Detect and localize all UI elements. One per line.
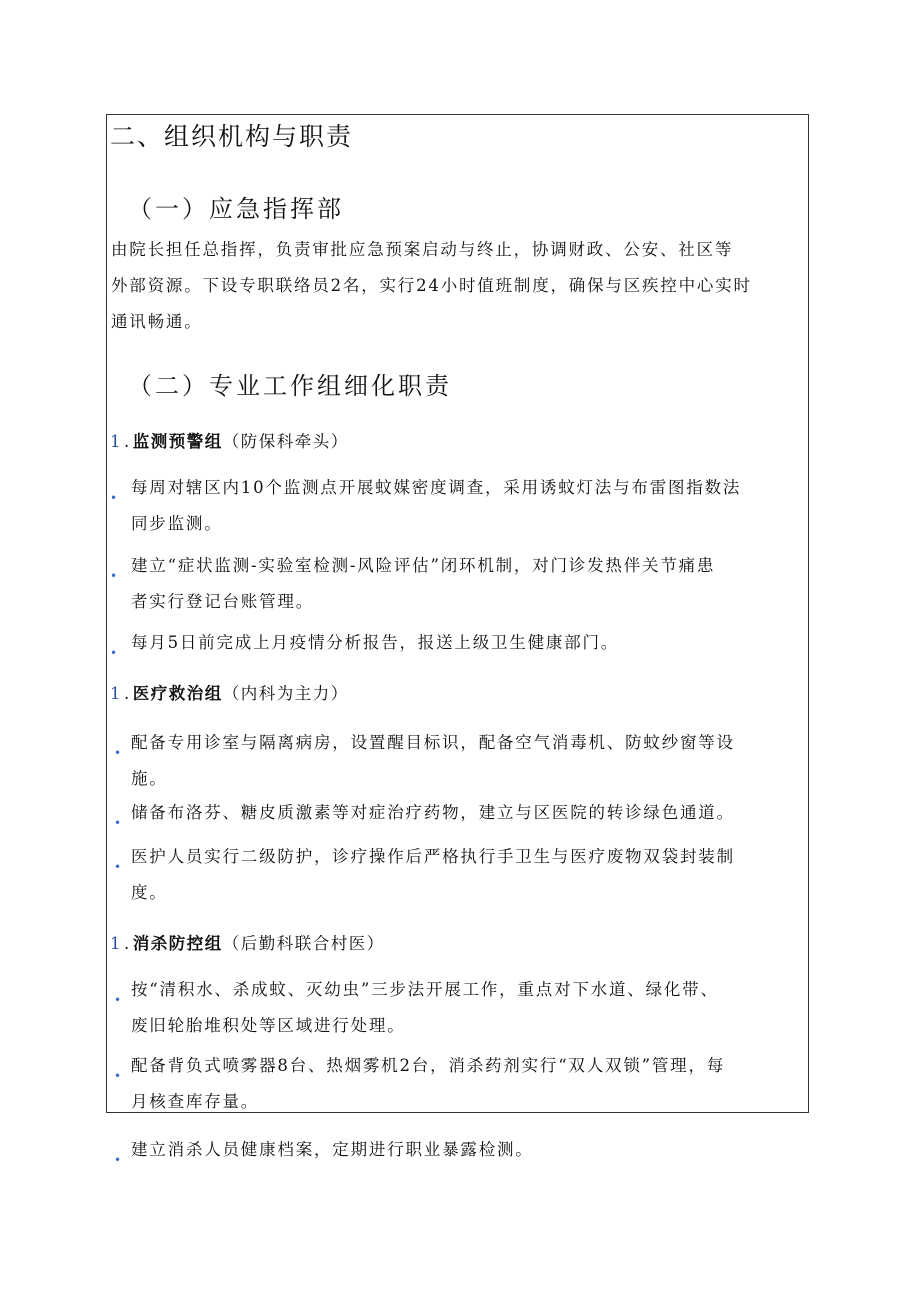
group-number: 1 xyxy=(110,934,122,953)
command-para-line-3: 通讯畅通。 xyxy=(111,312,203,331)
bullet-dot-icon: • xyxy=(114,816,123,830)
bullet-line: 每周对辖区内10个监测点开展蚊媒密度调查，采用诱蚊灯法与布雷图指数法 xyxy=(131,478,742,497)
bullet-dot-icon: • xyxy=(114,860,123,874)
bullet-line: 建立消杀人员健康档案，定期进行职业暴露检测。 xyxy=(131,1140,534,1159)
bullet-line: 月核查库存量。 xyxy=(131,1092,260,1111)
bullet-dot-icon: • xyxy=(110,491,119,505)
bullet-line: 同步监测。 xyxy=(131,514,223,533)
bullet-dot-icon: • xyxy=(110,646,119,660)
group-number: 1 xyxy=(110,432,122,451)
bullet-line: 废旧轮胎堆积处等区域进行处理。 xyxy=(131,1016,406,1035)
group-note: （防保科牵头） xyxy=(222,432,349,451)
bullet-dot-icon: • xyxy=(114,1153,123,1167)
group-heading-disinfection xyxy=(110,930,385,954)
bullet-line: 按“清积水、杀成蚊、灭幼虫”三步法开展工作，重点对下水道、绿化带、 xyxy=(131,980,719,999)
group-number-dot: . xyxy=(124,684,131,703)
bullet-dot-icon: • xyxy=(114,746,123,760)
section-title: 二、组织机构与职责 xyxy=(110,122,354,151)
group-note: （内科为主力） xyxy=(222,684,349,703)
group-number-dot: . xyxy=(124,934,131,953)
bullet-line: 医护人员实行二级防护，诊疗操作后严格执行手卫生与医疗废物双袋封装制 xyxy=(131,847,735,866)
bullet-line: 配备专用诊室与隔离病房，设置醒目标识，配备空气消毒机、防蚊纱窗等设 xyxy=(131,733,735,752)
group-name: 监测预警组 xyxy=(132,432,223,451)
group-note: （后勤科联合村医） xyxy=(222,934,385,953)
bullet-line: 者实行登记台账管理。 xyxy=(131,592,314,611)
group-number-dot: . xyxy=(124,432,131,451)
group-name: 医疗救治组 xyxy=(132,684,223,703)
group-heading-monitoring xyxy=(110,428,349,452)
bullet-dot-icon: • xyxy=(114,1069,123,1083)
bullet-line: 每月5日前完成上月疫情分析报告，报送上级卫生健康部门。 xyxy=(131,633,620,652)
group-name: 消杀防控组 xyxy=(132,934,223,953)
subsection-title-command: （一）应急指挥部 xyxy=(128,195,344,223)
bullet-line: 配备背负式喷雾器8台、热烟雾机2台，消杀药剂实行“双人双锁”管理，每 xyxy=(131,1056,726,1075)
command-para-line-1: 由院长担任总指挥，负责审批应急预案启动与终止，协调财政、公安、社区等 xyxy=(111,240,734,259)
bullet-line: 建立“症状监测-实验室检测-风险评估”闭环机制，对门诊发热伴关节痛患 xyxy=(131,556,716,575)
subsection-title-workgroups: （二）专业工作组细化职责 xyxy=(128,372,452,400)
command-para-line-2: 外部资源。下设专职联络员2名，实行24小时值班制度，确保与区疾控中心实时 xyxy=(111,276,752,295)
bullet-dot-icon: • xyxy=(114,993,123,1007)
group-heading-treatment xyxy=(110,680,349,704)
bullet-line: 储备布洛芬、糖皮质激素等对症治疗药物，建立与区医院的转诊绿色通道。 xyxy=(131,803,735,822)
bullet-line: 施。 xyxy=(131,769,168,788)
group-number: 1 xyxy=(110,684,122,703)
bullet-line: 度。 xyxy=(131,883,168,902)
bullet-dot-icon: • xyxy=(110,569,119,583)
